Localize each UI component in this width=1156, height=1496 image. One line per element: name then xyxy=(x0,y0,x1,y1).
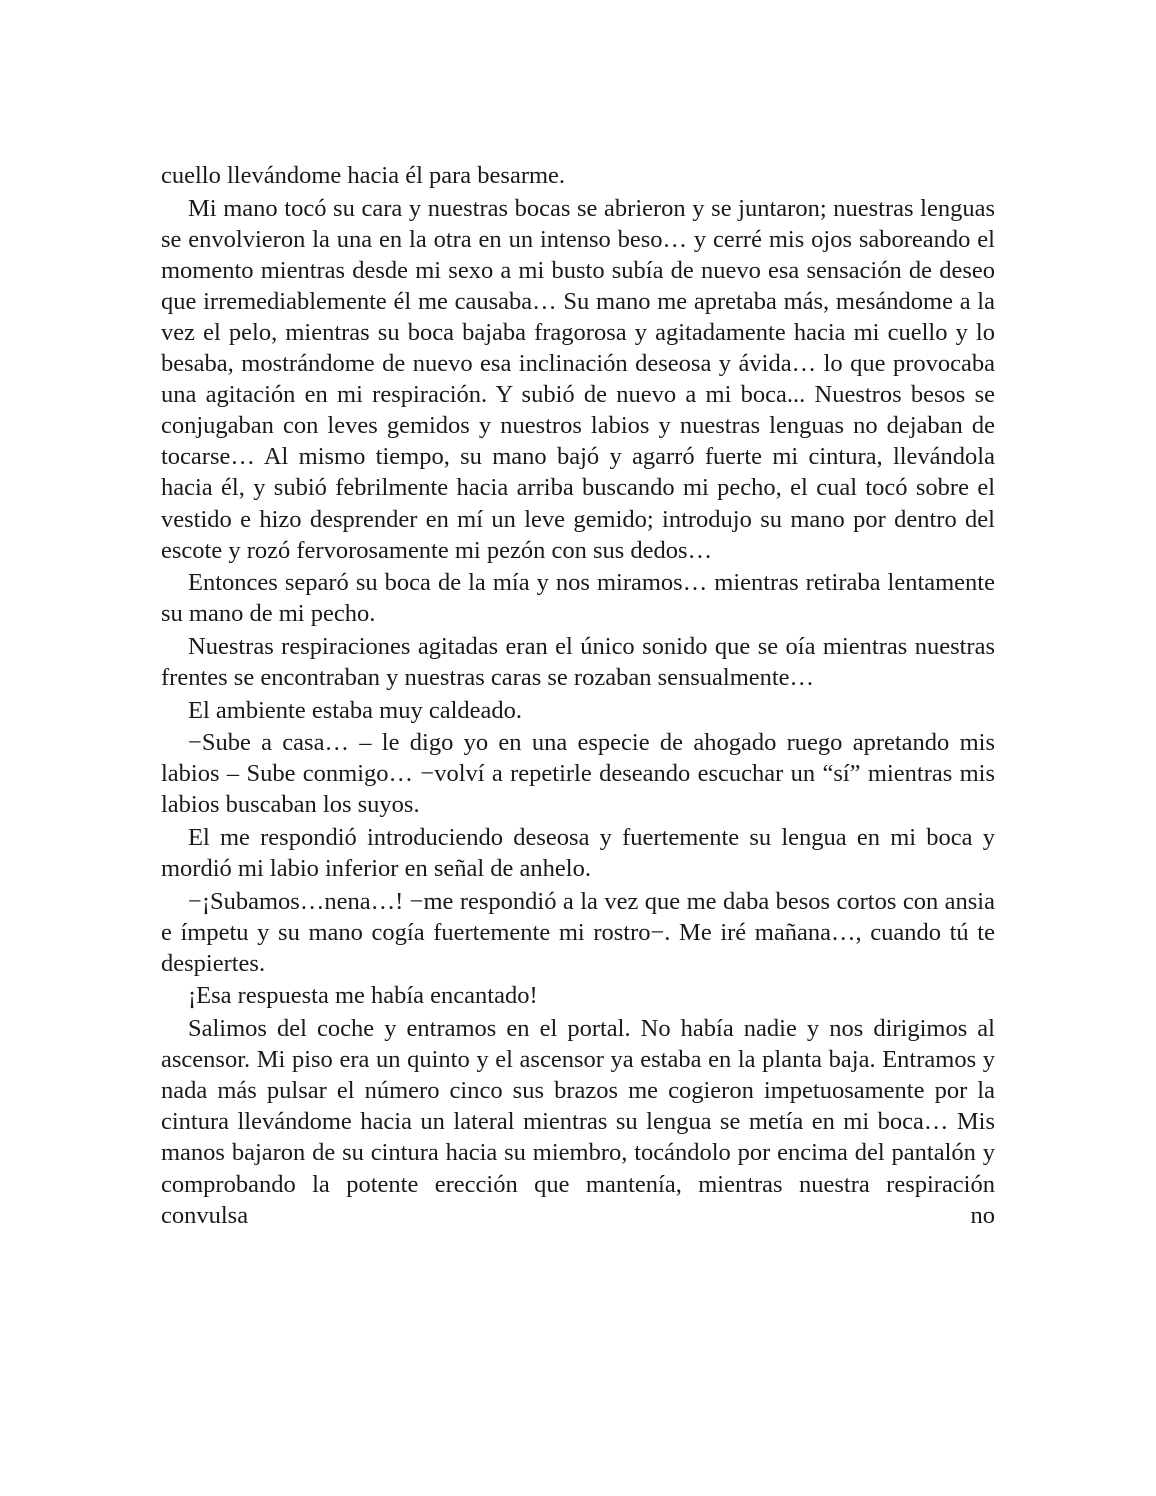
paragraph: Mi mano tocó su cara y nuestras bocas se abrieron y se juntaron; nuestras lenguas se envolvieron la una en la otra en un intenso beso… y cerré mis ojos saboreando el momento mientras desde mi sexo a mi busto subía de nuevo esa sensación de deseo que irremediablemente él me causaba… Su mano me apretaba más, mesándome a la vez el pelo, mientras su boca bajaba fragorosa y agitadamente hacia mi cuello y lo besaba, mostrándome de nuevo esa inclinación deseosa y ávida… lo que provocaba una agitación en mi respiración. Y subió de nuevo a mi boca... Nuestros besos se conjugaban con leves gemidos y nuestros labios y nuestras lenguas no dejaban de tocarse… Al mismo tiempo, su mano bajó y agarró fuerte mi cintura, llevándola hacia él, y subió febrilmente hacia arriba buscando mi pecho, el cual tocó sobre el vestido e hizo desprender en mí un leve gemido; introdujo su mano por dentro del escote y rozó fervorosamente mi pezón con sus dedos… xyxy=(161,194,995,564)
paragraph: El ambiente estaba muy caldeado. xyxy=(188,696,523,724)
paragraph: El me respondió introduciendo deseosa y fuertemente su lengua en mi boca y mordió mi labio inferior en señal de anhelo. xyxy=(161,823,995,883)
document-page xyxy=(161,160,995,1232)
paragraph: ¡Esa respuesta me había encantado! xyxy=(188,982,538,1010)
paragraph: Entonces separó su boca de la mía y nos miramos… mientras retiraba lentamente su mano de mi pecho. xyxy=(161,569,995,628)
paragraph-continued: Salimos del coche y entramos en el portal. No había nadie y nos dirigimos al ascensor. Mi piso era un quinto y el ascensor ya estaba en la planta baja. Entramos y nada más pulsar el número cinco sus brazos me cogieron impetuosamente por la cintura llevándome hacia un lateral mientras su lengua se metía en mi boca… Mis manos bajaron de su cintura hacia su miembro, tocándolo por encima del pantalón y comprobando la potente erección que mantenía, mientras nuestra respiración convulsa no xyxy=(161,1015,995,1229)
dialogue-paragraph: −¡Subamos…nena…! −me respondió a la vez que me daba besos cortos con ansia e ímpetu y su mano cogía fuertemente mi rostro−. Me iré mañana…, cuando tú te despiertes. xyxy=(161,887,995,977)
paragraph-continuation: cuello llevándome hacia él para besarme. xyxy=(161,162,566,189)
dialogue-paragraph: −Sube a casa… – le digo yo en una especie de ahogado ruego apretando mis labios – Sube conmigo… −volví a repetirle deseando escuchar un “sí” mientras mis labios buscaban los suyos. xyxy=(161,729,995,819)
paragraph: Nuestras respiraciones agitadas eran el único sonido que se oía mientras nuestras frentes se encontraban y nuestras caras se rozaban sensualmente… xyxy=(161,632,995,691)
